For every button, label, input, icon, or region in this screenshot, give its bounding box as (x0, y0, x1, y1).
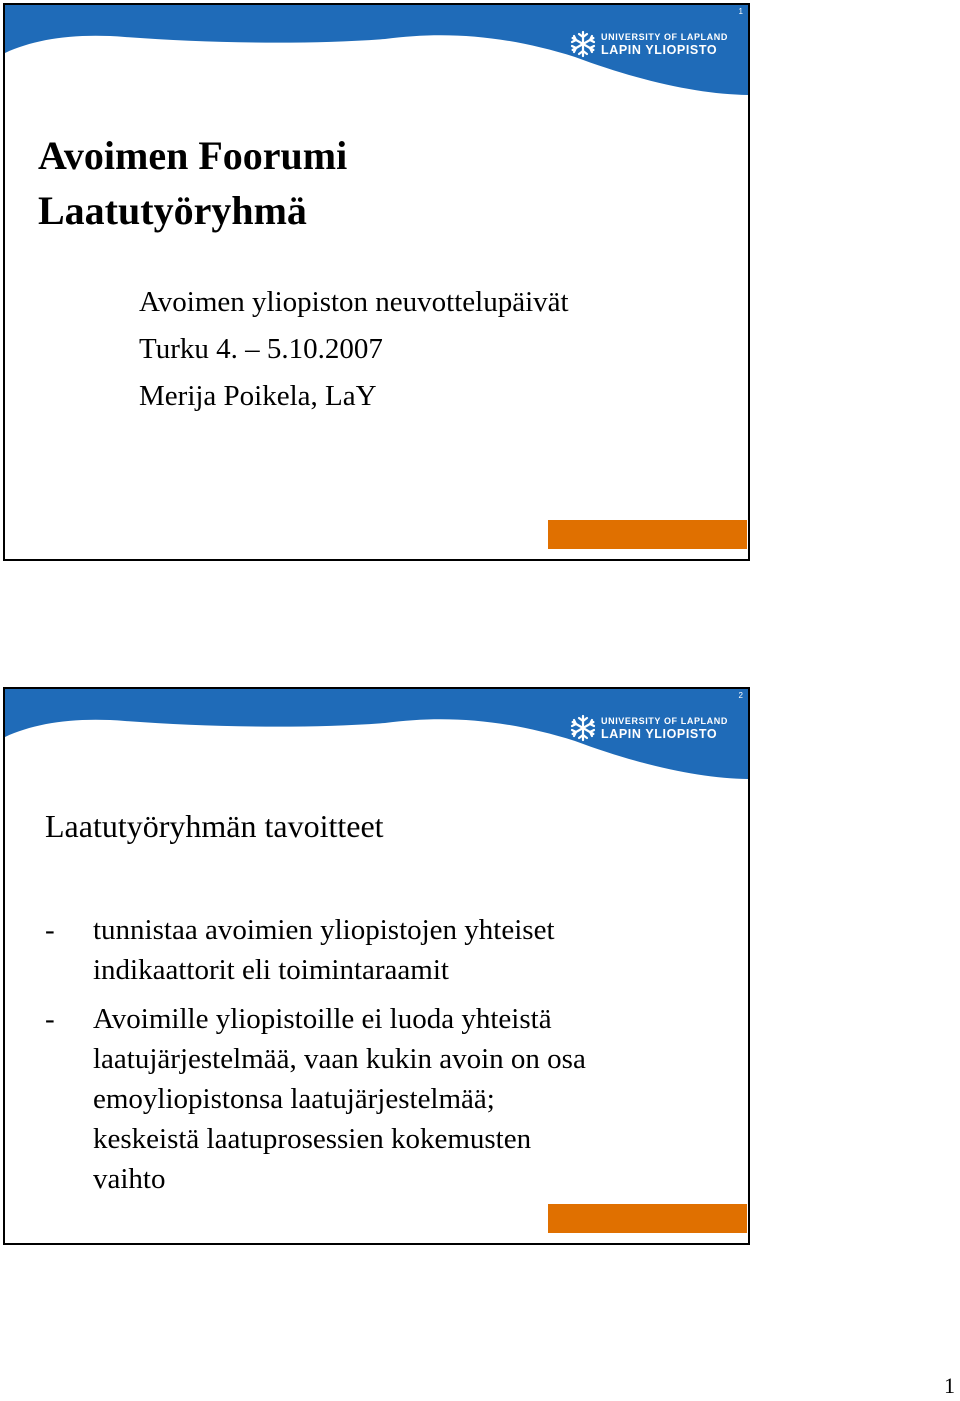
logo-text-english: UNIVERSITY OF LAPLAND (601, 32, 728, 42)
subtitle-date: Turku 4. – 5.10.2007 (139, 333, 383, 365)
logo-text-english: UNIVERSITY OF LAPLAND (601, 716, 728, 726)
university-logo (567, 711, 732, 751)
subtitle-event: Avoimen yliopiston neuvottelupäivät (139, 286, 569, 318)
bullet-line: keskeistä laatuprosessien kokemusten (93, 1123, 532, 1155)
bullet-item (45, 910, 586, 990)
university-logo (567, 27, 732, 67)
bullet-marker: - (45, 914, 55, 946)
snowflake-icon (569, 714, 597, 742)
bullet-line: Avoimille yliopistoille ei luoda yhteistä (93, 1003, 552, 1035)
bullet-line: laatujärjestelmää, vaan kukin avoin on osa (93, 1043, 586, 1075)
logo-text-finnish: LAPIN YLIOPISTO (601, 727, 718, 741)
accent-bar (548, 1204, 747, 1233)
page-number: 1 (944, 1373, 955, 1398)
slide-number: 1 (738, 7, 743, 16)
slide-1 (3, 3, 750, 561)
accent-bar (548, 520, 747, 549)
bullet-item (45, 999, 586, 1199)
logo-text-finnish: LAPIN YLIOPISTO (601, 43, 718, 57)
subtitle-author: Merija Poikela, LaY (139, 380, 377, 412)
slide-title: Laatutyöryhmän tavoitteet (45, 808, 384, 844)
bullet-line: indikaattorit eli toimintaraamit (93, 954, 449, 986)
title-line: Avoimen Foorumi (38, 133, 348, 178)
bullet-line: tunnistaa avoimien yliopistojen yhteiset (93, 914, 555, 946)
snowflake-icon (569, 30, 597, 58)
slide-2 (3, 687, 750, 1245)
slide-title (38, 128, 347, 238)
title-line: Laatutyöryhmä (38, 188, 307, 233)
bullet-marker: - (45, 1003, 55, 1035)
bullet-line: vaihto (93, 1163, 166, 1195)
bullet-list (45, 910, 586, 1199)
slide-number: 2 (738, 691, 743, 700)
bullet-line: emoyliopistonsa laatujärjestelmää; (93, 1083, 495, 1115)
slide-subtitle (139, 279, 569, 420)
